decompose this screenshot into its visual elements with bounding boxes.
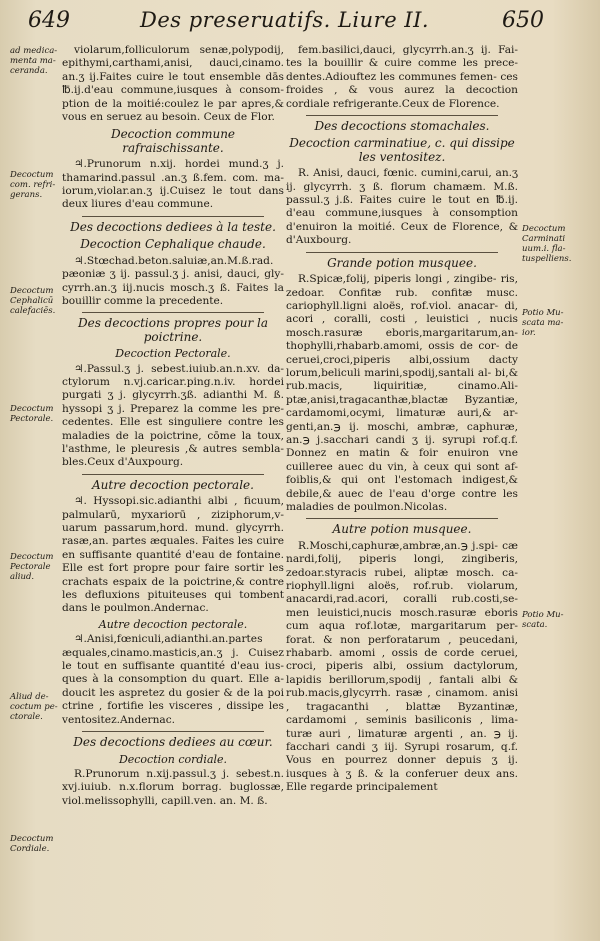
margin-note-potio-muscata-maior: Potio Mu- scata ma- ior. — [522, 308, 564, 338]
margin-note-carminatiuum: Decoctum Carminati uum.i. fla- tuspelliens. — [522, 224, 572, 264]
paragraph: ♃.Prunorum n.xij. hordei mund.ʒ j. thamarind.passul .an.ʒ ß.fem. com. ma- iorum,violar.an.ʒ ij.Cuisez le tout dans deux liures d'eau commune. — [62, 158, 284, 211]
margin-note-pectorale: Decoctum Pectorale. — [10, 404, 54, 424]
margin-note-medicamenta: ad medica- menta ma- ceranda. — [10, 46, 58, 76]
section-divider — [82, 312, 264, 313]
paragraph: R. Anisi, dauci, fœnic. cumini,carui, an.ʒ ij. glycyrrh. ʒ ß. florum chamæm. M.ß. passul.ʒ j.ß. Faites cuire le tout en ℔.ij. d'eau commune,iusques à consomption d'enuiron la moitié. Ceux de Florence, & d'Auxbourg. — [286, 167, 518, 247]
section-heading: Des decoctions stomachales. — [314, 119, 490, 134]
margin-note-cordiale: Decoctum Cordiale. — [10, 834, 54, 854]
page-number-left: 649 — [28, 8, 70, 33]
section-heading: Autre decoction pectorale. — [92, 477, 254, 492]
paragraph: ♃.Anisi,fœniculi,adianthi.an.partes æquales,cinamo.masticis,an.ʒ j. Cuisez le tout en suffisante quantité d'eau ius- ques à la consomption du quart. Elle a- doucit les aspretez du gosier & de la poi ctrine , fortifie les visceres , dissipe les ventositez.Andernac. — [62, 633, 284, 726]
section-heading: Autre potion musquee. — [332, 522, 472, 537]
left-column — [62, 44, 284, 808]
section-divider — [306, 252, 498, 253]
section-heading: Decoction Cephalique chaude. — [80, 237, 266, 252]
section-heading: Des decoctions dediees à la teste. — [70, 219, 276, 234]
paragraph: ♃.Passul.ʒ j. sebest.iuiub.an.n.xv. da- ctylorum n.vj.caricar.ping.n.iv. hordei purgati ʒ j. glycyrrh.ʒß. adianthi M. ß. hyssopi ʒ j. Preparez la comme les pre- cedentes. Elle est singuliere contre les maladies de la poictrine, cōme la toux, l'asthme, le pleuresis ,& autres sembla- bles.Ceux d'Auxpourg. — [62, 362, 284, 469]
section-heading: Des decoctions propres pour la poictrine. — [77, 316, 269, 344]
section-divider — [306, 115, 498, 116]
paragraph: R.Moschi,caphuræ,ambræ,an.℈ j.spi- cæ nardi,folij, piperis longi, zingiberis, zedoar.styracis rubei, aliptæ mosch. ca- riophyll.ligni aloës, rof.rub. violarum, anacardi,rad.acori, coralli rub.costi,se- men leuistici,nucis mosch.rasuræ eboris cum aqua rof.lotæ, margaritarum per- forat. & non perforatarum , peucedani, rhabarb. amomi , ossis de corde ceruei, croci, piperis albi, ossium dactylorum, lapidis berillorum,spodij , fantali albi & rub.macis,glycyrrh. rasæ , cinamom. anisi , tragacanthi , blattæ Byzantinæ, cardamomi , seminis basiliconis , lima- turæ auri , limaturæ argenti , an. ℈ ij. facchari candi ʒ iij. Syrupi rosarum, q.f. Vous en pourrez donner depuis ʒ ij. iusques à ʒ ß. & la conferuer deux ans. Elle regarde principalement — [286, 539, 518, 794]
paragraph: ♃. Hyssopi.sic.adianthi albi , ficuum, palmularū, myxariorū , ziziphorum,v- uarum passarum,hord. mund. glycyrrh. rasæ,an. partes æquales. Faites les cuire en suffisante quantité d'eau de fontaine. Elle est fort propre pour faire sortir les crachats espaix de la poictrine,& contre les defluxions pituiteuses qui tombent dans le poulmon.Andernac. — [62, 495, 284, 615]
section-divider — [306, 518, 498, 519]
paragraph: R.Prunorum n.xij.passul.ʒ j. sebest.n. xvj.iuiub. n.x.florum borrag. buglossæ, viol.melissophylli, capill.ven. an. M. ß. — [62, 767, 284, 807]
section-divider — [82, 216, 264, 217]
right-column — [286, 44, 518, 795]
section-heading: Decoction cordiale. — [118, 752, 228, 766]
running-title: Des preseruatifs. Liure II. — [140, 8, 430, 32]
margin-note-potio-muscata: Potio Mu- scata. — [522, 610, 564, 630]
section-heading: Autre decoction pectorale. — [98, 617, 248, 631]
margin-note-pectorale-aliud: Decoctum Pectorale aliud. — [10, 552, 54, 582]
section-heading: Des decoctions dediees au cœur. — [73, 735, 273, 750]
section-heading: Decoction carminatiue, c. qui dissipe les ventositez. — [289, 136, 515, 164]
section-heading: Decoction commune rafraischissante. — [110, 127, 236, 155]
paragraph: fem.basilici,dauci, glycyrrh.an.ʒ ij. Fai- tes la bouillir & cuire comme les prece- dentes.Adiouftez les communes femen- ces froides , & vous aurez la decoction cordiale refrigerante.Ceux de Florence. — [286, 44, 518, 110]
section-heading: Decoction Pectorale. — [115, 347, 231, 361]
margin-note-aliud-pectorale: Aliud de- coctum pe- ctorale. — [10, 692, 58, 722]
section-divider — [82, 474, 264, 475]
paragraph: violarum,folliculorum senæ,polypodij, epithymi,carthami,anisi, dauci,cinamo. an.ʒ ij.Faites cuire le tout ensemble dās ℔.ij.d'eau commune,iusques à consom- ption de la moitié:coulez le par apres,& vous en seruez au besoin. Ceux de Flor. — [62, 44, 284, 124]
page-number-right: 650 — [502, 8, 544, 33]
margin-note-refrigerans: Decoctum com. refri- gerans. — [10, 170, 56, 200]
margin-note-cephalique: Decoctum Cephalicū calefaciēs. — [10, 286, 56, 316]
paragraph: ♃.Stœchad.beton.saluiæ,an.M.ß.rad. pæoniæ ʒ ij. passul.ʒ j. anisi, dauci, gly- cyrrh.an.ʒ iij.nucis mosch.ʒ ß. Faites la bouillir comme la precedente. — [62, 254, 284, 307]
paragraph: R.Spicæ,folij, piperis longi , zingibe- ris, zedoar. Confitæ rub. confitæ musc. cariophyll.ligni aloës, rof.viol. anacar- di, acori , coralli, costi , leuistici , nucis mosch.rasuræ eboris,margaritarum,an- thophylli,rhabarb.amomi, ossis de cor- de ceruei,croci,piperis albi,ossium dacty lorum,beliculi marini,spodij,santali al- bi,& rub.macis, liquiritiæ, cinamo.Ali- ptæ,anisi,tragacanthæ,blactæ Byzantiæ, cardamomi,ocymi, limaturæ auri,& ar- genti,an.℈ ij. moschi, ambræ, caphuræ, an.℈ j.sacchari candi ʒ ij. syrupi rof.q.f. Donnez en matin & foir enuiron vne cuilleree auec du vin, à ceux qui sont af- foiblis,& qui ont l'estomach indigest,& debile,& auec de l'eau d'orge contre les maladies de poulmon.Nicolas. — [286, 273, 518, 513]
page-header — [0, 0, 600, 40]
section-heading: Grande potion musquee. — [327, 255, 477, 270]
section-divider — [82, 731, 264, 732]
